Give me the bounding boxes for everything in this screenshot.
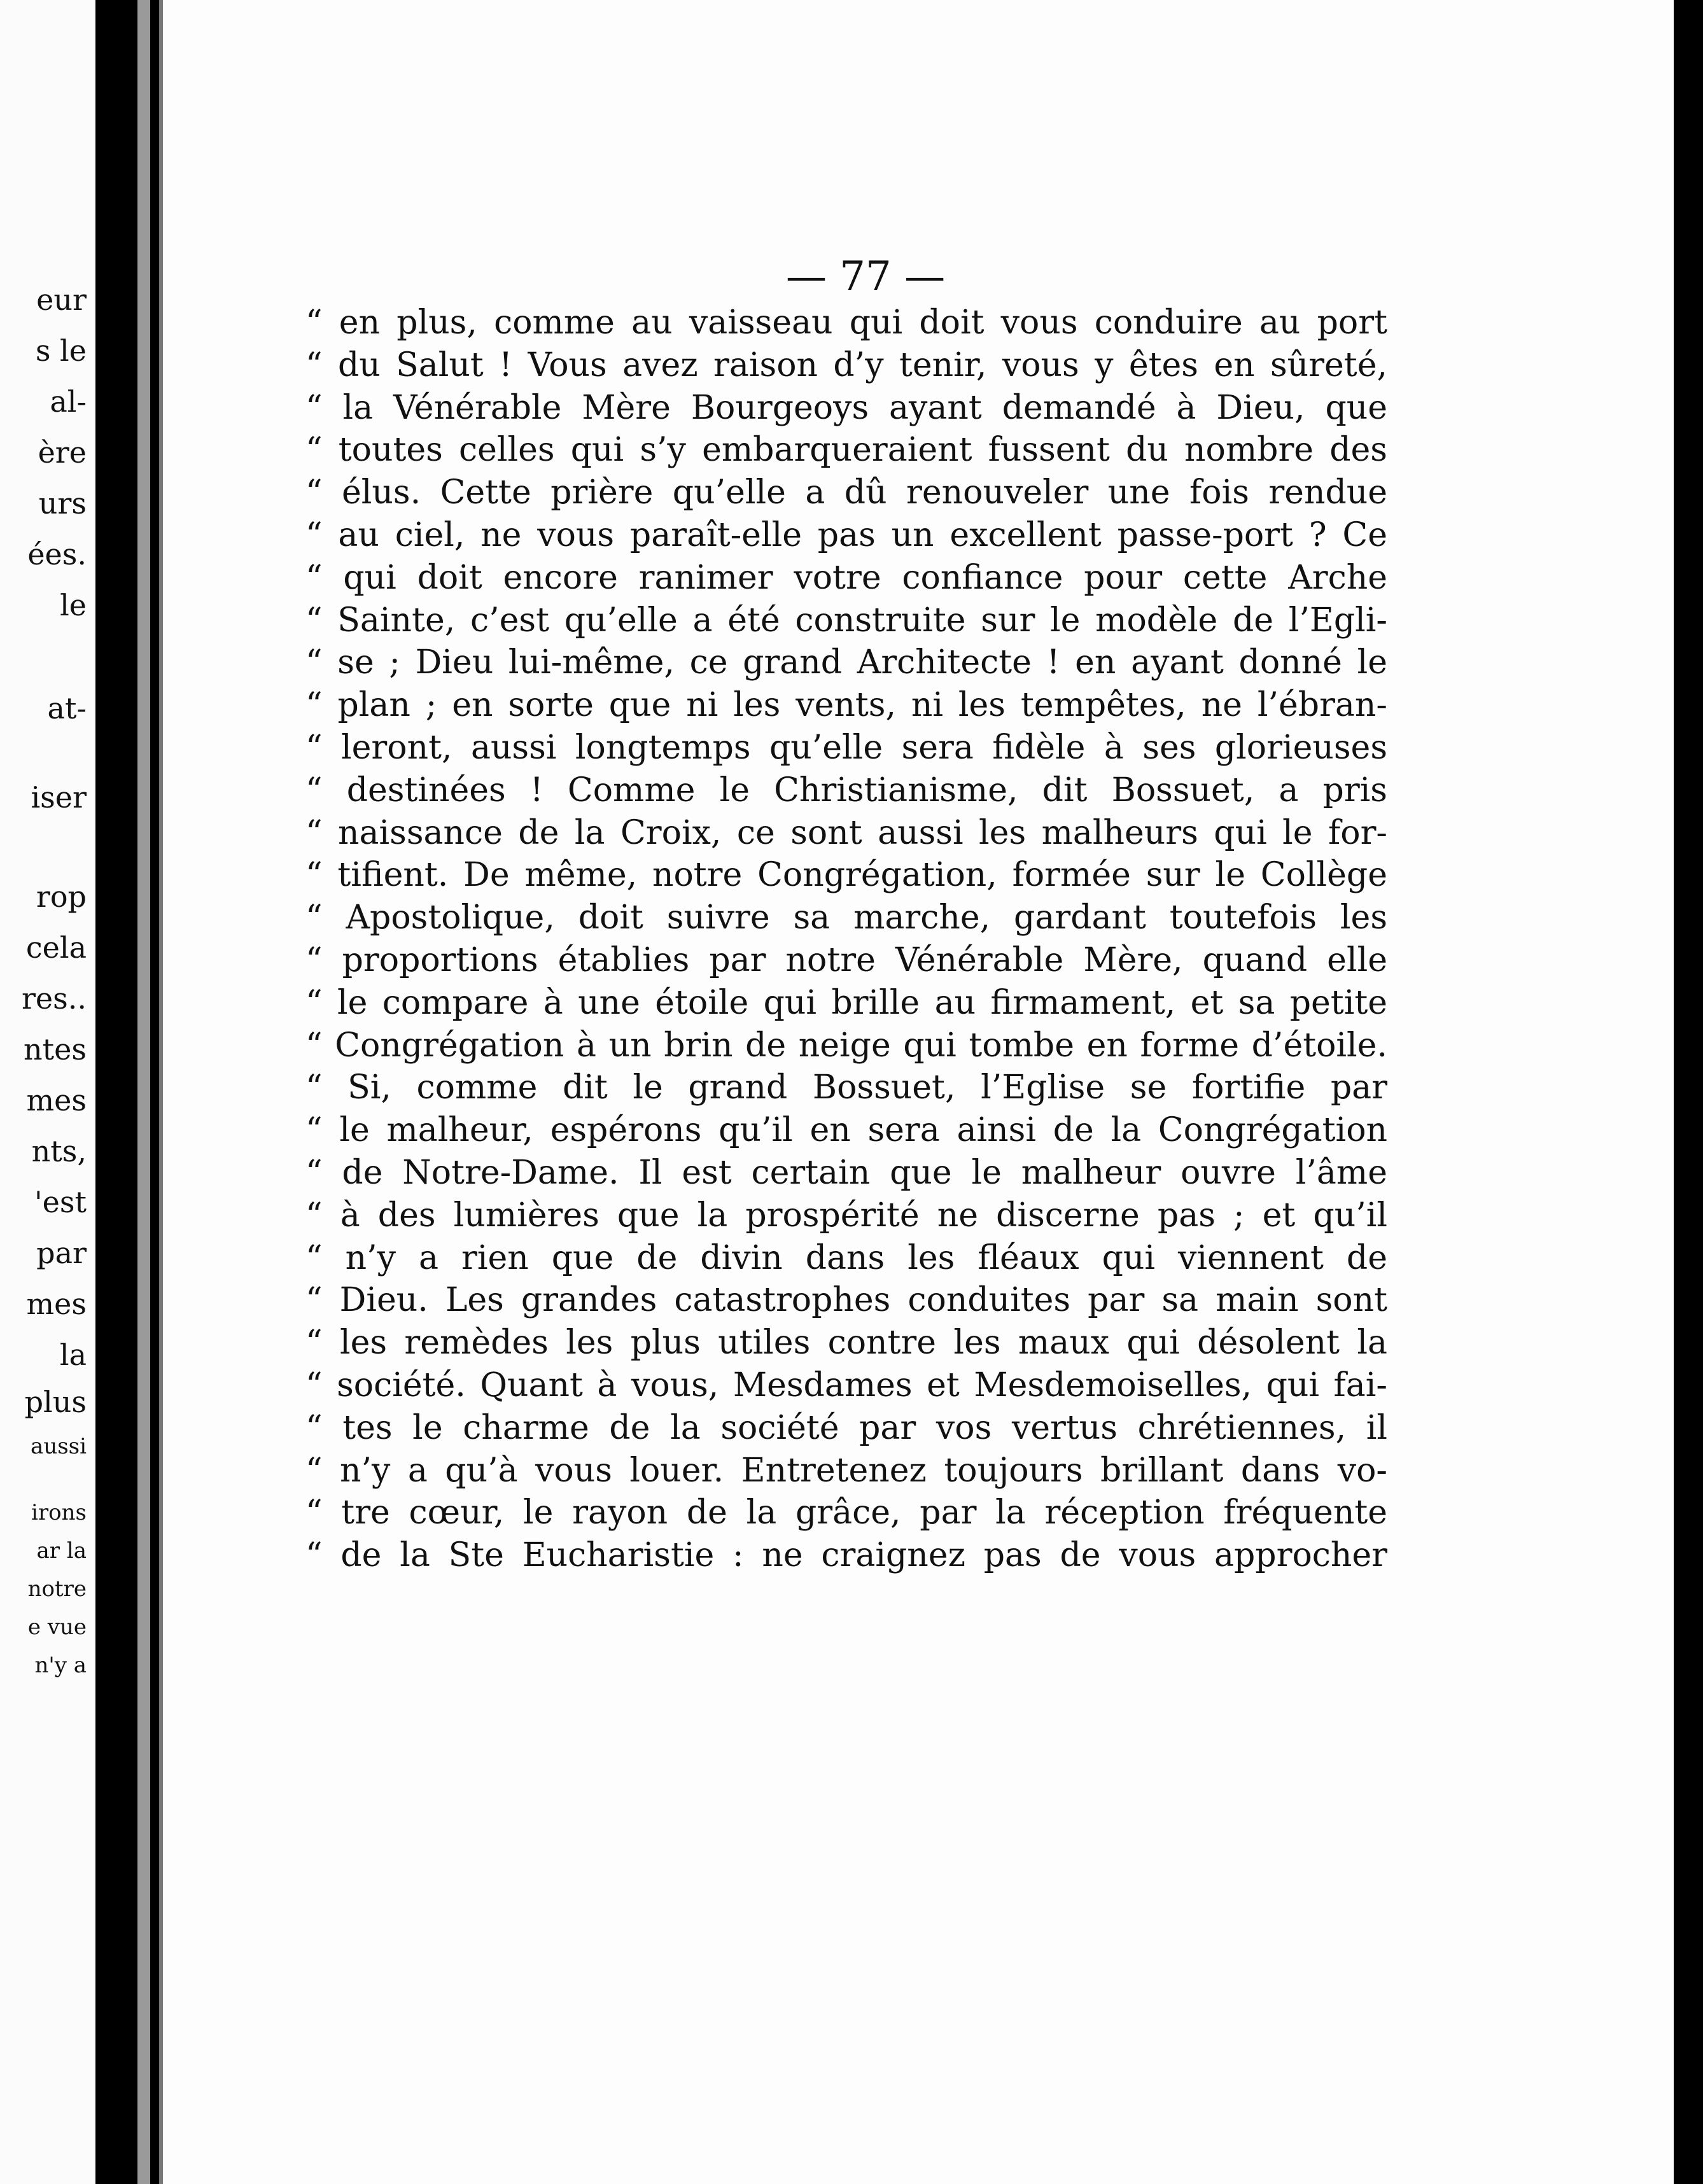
text-line: “ tes le charme de la société par vos vertus chrétiennes, il (305, 1408, 1387, 1447)
text-line: “ tifient. De même, notre Congrégation, formée sur le Collège (305, 856, 1387, 895)
left-page-fragment: iser (31, 780, 87, 815)
text-line: “ en plus, comme au vaisseau qui doit vous conduire au port (305, 304, 1387, 342)
text-line: “ le compare à une étoile qui brille au firmament, et sa petite (305, 983, 1387, 1022)
text-line: “ naissance de la Croix, ce sont aussi les malheurs qui le for- (305, 813, 1387, 852)
left-page-fragment: n'y a (34, 1653, 87, 1678)
text-line: “ n’y a qu’à vous louer. Entretenez toujours brillant dans vo- (305, 1451, 1387, 1490)
page-body (305, 302, 1387, 1577)
text-line: “ tre cœur, le rayon de la grâce, par la réception fréquente (305, 1494, 1387, 1532)
left-page-fragment: ère (38, 435, 87, 470)
text-line: “ n’y a rien que de divin dans les fléaux qui viennent de (305, 1238, 1387, 1277)
left-page-fragment: at- (47, 691, 87, 725)
left-page-fragment: notre (27, 1576, 87, 1602)
book-gutter (137, 0, 150, 2184)
text-line: “ toutes celles qui s’y embarqueraient fussent du nombre des (305, 431, 1387, 470)
left-page-fragment: aussi (31, 1434, 87, 1459)
text-line: “ société. Quant à vous, Mesdames et Mesdemoiselles, qui fai- (305, 1366, 1387, 1404)
left-page-fragment: par (36, 1236, 87, 1270)
left-page-fragment: mes (26, 1083, 87, 1117)
text-line: “ Apostolique, doit suivre sa marche, gardant toutefois les (305, 899, 1387, 937)
text-line: “ proportions établies par notre Vénérable Mère, quand elle (305, 941, 1387, 979)
text-line: “ destinées ! Comme le Christianisme, dit Bossuet, a pris (305, 771, 1387, 809)
text-line: “ se ; Dieu lui-même, ce grand Architecte ! en ayant donné le (305, 643, 1387, 682)
left-page-fragment: le (60, 588, 87, 622)
left-page-fragment: al- (50, 384, 87, 419)
text-line: “ la Vénérable Mère Bourgeoys ayant demandé à Dieu, que (305, 388, 1387, 427)
left-page-fragment: eur (36, 283, 87, 317)
text-line: “ Dieu. Les grandes catastrophes conduites par sa main sont (305, 1281, 1387, 1320)
text-line: “ de la Ste Eucharistie : ne craignez pas de vous approcher (305, 1536, 1387, 1575)
left-page-fragment: ntes (24, 1032, 87, 1067)
left-page-margin (0, 0, 95, 2184)
left-page-fragment: s le (35, 333, 87, 368)
text-line: “ au ciel, ne vous paraît-elle pas un excellent passe-port ? Ce (305, 515, 1387, 554)
left-page-fragment: res.. (21, 981, 87, 1016)
text-line: “ de Notre-Dame. Il est certain que le malheur ouvre l’âme (305, 1153, 1387, 1192)
left-page-fragment: urs (38, 486, 87, 521)
left-page-fragment: 'est (34, 1185, 87, 1219)
left-page-fragment: nts, (31, 1134, 87, 1168)
text-line: “ élus. Cette prière qu’elle a dû renouveler une fois rendue (305, 473, 1387, 512)
left-page-fragment: ar la (36, 1538, 87, 1564)
text-line: “ qui doit encore ranimer votre confiance pour cette Arche (305, 558, 1387, 597)
left-page-fragment: cela (25, 930, 87, 965)
left-page-fragment: irons (31, 1500, 87, 1525)
left-page-fragment: plus (24, 1385, 87, 1419)
text-line: “ Si, comme dit le grand Bossuet, l’Eglise se fortifie par (305, 1068, 1387, 1107)
text-line: “ Congrégation à un brin de neige qui tombe en forme d’étoile. (305, 1026, 1387, 1065)
text-line: “ du Salut ! Vous avez raison d’y tenir, vous y êtes en sûreté, (305, 346, 1387, 384)
text-line: “ à des lumières que la prospérité ne discerne pas ; et qu’il (305, 1196, 1387, 1235)
left-page-fragment: rop (36, 879, 87, 914)
text-line: “ leront, aussi longtemps qu’elle sera fidèle à ses glorieuses (305, 728, 1387, 767)
text-line: “ plan ; en sorte que ni les vents, ni les tempêtes, ne l’ébran- (305, 686, 1387, 725)
text-line: “ Sainte, c’est qu’elle a été construite sur le modèle de l’Egli- (305, 601, 1387, 640)
left-page-fragment: ées. (27, 537, 87, 571)
page-number: — 77 — (785, 253, 946, 300)
left-page-fragment: la (59, 1338, 87, 1372)
left-page-fragment: e vue (27, 1614, 87, 1640)
text-line: “ le malheur, espérons qu’il en sera ainsi de la Congrégation (305, 1111, 1387, 1150)
text-line: “ les remèdes les plus utiles contre les maux qui désolent la (305, 1324, 1387, 1362)
left-page-fragment: mes (26, 1287, 87, 1321)
